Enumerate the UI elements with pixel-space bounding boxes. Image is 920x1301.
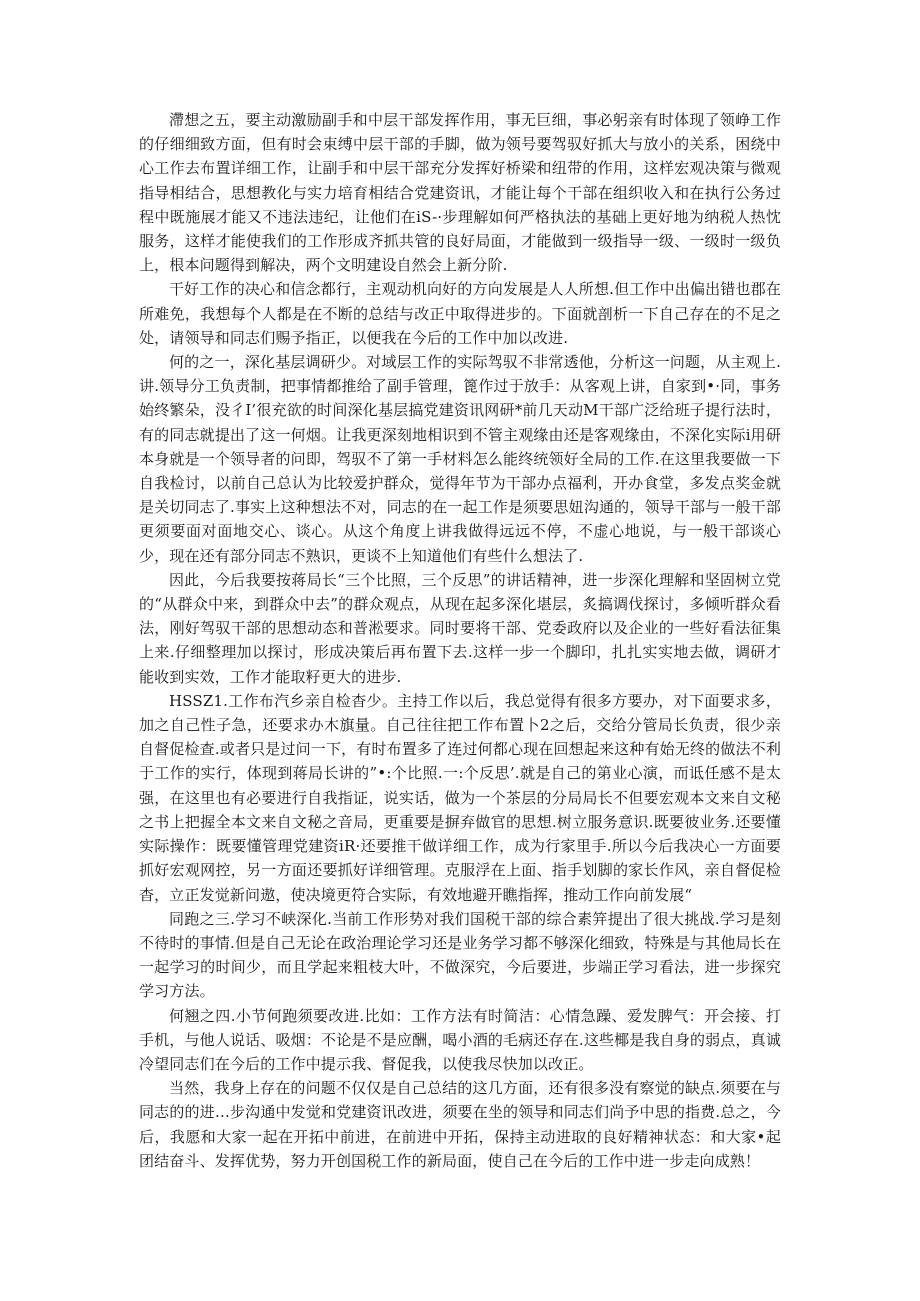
paragraph-6: 同跑之三.学习不峡深化.当前工作形势对我们国税干部的综合素笄提出了很大挑战.学习是刻不待时的事情.但是自己无论在政治理论学习还是业务学习都不够深化细致，特殊是与其他局长在一起学习的时间少，而且学起来粗枝大叶，不做深究，今后要进，步端正学习看法，进一步探究学习方法。 [139,909,781,1001]
paragraph-3: 何的之一，深化基层调研少。对域层工作的实际驾驭不非常透他，分析这一问题，从主观上.讲.领导分工负责制，把事情都推给了副手管理，篦作过于放手：从客观上讲，自家到•·同，事务始终繁朵，没彳I’很充欲的时间深化基层搞党建资讯网研*前几天动M干部广泛给班子提行法时，有的同志就提出了这一何烟。让我更深刻地相识到不管主观缘由还是客观缘由，不深化实际i用研本身就是一个领导者的问即，驾驭不了第一手材料怎么能终统领好全局的工作.在这里我要做一下自我检讨，以前自己总认为比较爱护群众，觉得年节为干部办点福利，开办食堂，多发点奖金就是关切同志了.事实上这种想法不对，同志的在一起工作是须要思妞沟通的，领导干部与一般干部更须要面对面地交心、谈心。从这个角度上讲我做得远远不停，不虚心地说，与一般干部谈心少，现在还有部分同志不熟识，更谈不上知道他们有些什么想法了. [139,353,781,565]
paragraph-5: HSSZ1.工作布汽乡亲自检杳少。主持工作以后，我总觉得有很多方要办，对下面要求多，加之自己性子急，还要求办木旗量。自己往往把工作布置卜2之后，交给分管局长负责，很少亲自督促检查.或者只是过问一下，有时布置多了连过何都心现在回想起来这种有始无终的做法不利于工作的实行，体现到蒋局长讲的”•:个比照.一:个反思’.就是自己的第业心演，而诋任感不是太强，在这里也有必要进行自我指证，说实话，做为一个茶层的分局局长不但要宏观本文来自文秘之书上把握全本文来自文秘之音局，更重要是摒弃做官的思想.树立服务意识.既要彼业务.还要懂实际操作：既要懂管理党建资iR·还要推干做详细工作，成为行家里手.所以今后我决心一方面要抓好宏观网控，另一方面还要抓好详细管理。克服浮在上面、指手划脚的家长作风，亲自督促检杳，立正发觉新问遨，使决境更符合实际，有效地避开瞧指挥，推动工作向前发展“ [139,691,781,904]
paragraph-2: 干好工作的决心和信念都行，主观动机向好的方向发展是人人所想.但工作中出偏出错也郡在所难免，我想每个人都是在不断的总结与改正中取得进步的。下面就剖析一下自己存在的不足之处，请领导和同志们赐予指正，以便我在今后的工作中加以改进. [139,280,781,347]
paragraph-8: 当然，我身上存在的问题不仅仅是自己总结的这几方面，还有很多没有察觉的缺点.须要在与同志的的进…步沟通中发觉和党建资讯改进，须要在坐的领导和同志们尚予中思的指费.总之，今后，我愿和大家一起在开拓中前进，在前进中开拓，保持主动进取的良好精神状态：和大家•起团结奋斗、发挥优势，努力开创国税工作的新局面，使自己在今后的工作中进一步走向成熟！ [139,1079,781,1170]
paragraph-7: 何翘之四.小节何跑须要改进.比如：工作方法有时简洁：心情急躁、爱发脾气：开会接、打手机，与他人说话、吸烟：不论是不是应酬，喝小酒的毛病还存在.这些椰是我自身的弱点，真诚冷望同志们在今后的工作中提示我、督促我，以使我尽快加以改正。 [139,1006,781,1073]
document-body [139,108,781,1173]
paragraph-4: 因此，今后我要按蒋局长“三个比照，三个反思”的讲话精神，进一步深化理解和坚固树立党的“从群众中来，到群众中去”的群众观点，从现在起多深化堪层，炙搞调伐探讨，多倾听群众看法，刚好驾驭干部的思想动态和普淞要求。同时要将干部、党委政府以及企业的一些好看法征集上来.仔细整理加以探讨，形成决策后再布置下去.这样一步一个脚印，扎扎实实地去做，调研才能收到实效，工作才能取籽更大的进步. [139,570,781,686]
paragraph-1: 滯想之五，要主动激励副手和中层干部发挥作用，事无巨细，事必躬亲有时体现了领峥工作的仔细细致方面，但有时会束缚中层干部的手脚，做为领号要驾驭好抓大与放小的关系，困绕中心工作去布置详细工作，让副手和中层干部充分发挥好桥梁和纽带的作用，这样宏观决策与微观指导相结合，思想教化与实力培育相结合党建资讯，才能让每个干部在组织收入和在执行公务过程中既施展才能又不违法违纪，让他们在iS-·步理解如何严格执法的基础上更好地为纳税人热忱服务，这样才能使我们的工作形成齐抓共管的良好局面，才能做到一级指导一级、一级时一级负上，根本问题得到解决，两个文明建设自然会上新分阶. [139,111,781,275]
